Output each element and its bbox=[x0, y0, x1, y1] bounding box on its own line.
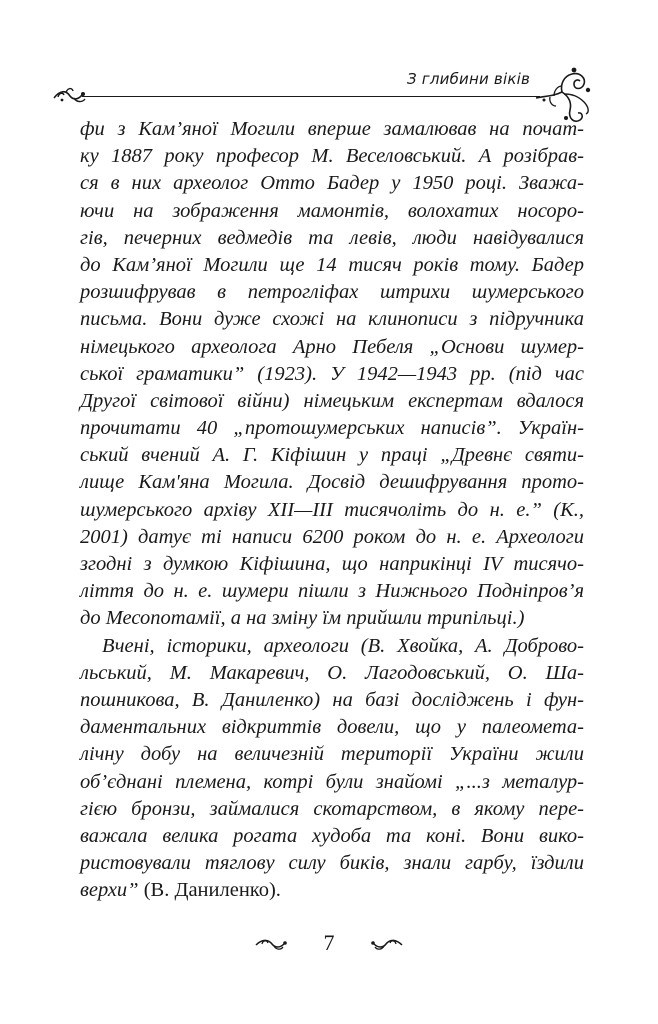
text-line: фи з Кам’яної Могили вперше замалював на почат- bbox=[80, 118, 584, 140]
text-line: Другої світової війни) німецьким експертам вдалося bbox=[80, 389, 584, 412]
text-line: згодні з думкою Кіфішина, що наприкінці IV тисячо- bbox=[80, 553, 584, 575]
text-line: лічну добу на величезній території України жили bbox=[80, 743, 584, 766]
text-line: важала велика рогата худоба та коні. Вони вико- bbox=[80, 824, 584, 847]
text-line: 2001) датує ті написи 6200 роком до н. е. Археологи bbox=[80, 525, 584, 548]
running-header-title: З глибини віків bbox=[407, 70, 530, 88]
text-line: об’єднані племена, котрі були знайомі „...з металур- bbox=[80, 770, 584, 793]
text-line: ючи на зображення мамонтів, волохатих носоро- bbox=[80, 199, 584, 222]
text-line: пошникова, В. Даниленко) на базі досліджень і фун- bbox=[80, 688, 584, 711]
text-line: німецького археолога Арно Пебеля „Основи шумер- bbox=[80, 335, 584, 358]
text-line: ристовували тяглову силу биків, знали гарбу, їздили bbox=[80, 852, 584, 875]
page-number: 7 bbox=[323, 930, 335, 955]
text-line: ку 1887 року професор М. Веселовський. А розібрав- bbox=[80, 145, 584, 168]
text-line: гів, печерних ведмедів та левів, люди навідувалися bbox=[80, 226, 584, 249]
text-line: даментальних відкриттів довели, що у палеомета- bbox=[80, 716, 584, 739]
text-line: ської граматики” (1923). У 1942—1943 рр. (під час bbox=[80, 362, 584, 385]
final-line-italic-text: верхи” bbox=[80, 879, 139, 902]
text-line: ліття до н. е. шумери пішли з Нижнього Подніпров’я bbox=[80, 580, 584, 603]
citation-attribution: (В. Даниленко). bbox=[138, 879, 281, 902]
text-line: ський вчений А. Г. Кіфішин у праці „Древнє святи- bbox=[80, 444, 584, 467]
text-line: ся в них археолог Отто Бадер у 1950 році. Зважа- bbox=[80, 172, 584, 195]
text-line: Вчені, історики, археологи (В. Хвойка, А. Доброво- bbox=[102, 634, 584, 657]
text-line: до Месопотамії, а на зміну їм прийшли трипільці.) bbox=[80, 607, 525, 630]
text-line: до Кам’яної Могили ще 14 тисяч років тому. Бадер bbox=[80, 253, 584, 276]
text-line: розшифрував в петрогліфах штрихи шумерського bbox=[80, 281, 584, 304]
floral-ornament-icon bbox=[52, 84, 90, 106]
text-line: письма. Вони дуже схожі на клинописи з підручника bbox=[80, 308, 584, 331]
right-floral-ornament-icon bbox=[370, 936, 404, 952]
text-line-final bbox=[80, 877, 584, 904]
text-line: льський, М. Макаревич, О. Лагодовський, О. Ша- bbox=[80, 661, 584, 684]
body-text bbox=[80, 116, 584, 904]
text-line: прочитати 40 „протошумерських написів”. Україн- bbox=[80, 417, 584, 440]
text-line: гією бронзи, займалися скотарством, в якому пере- bbox=[80, 797, 584, 820]
page-footer bbox=[254, 930, 404, 956]
text-line: шумерського архіву XII—III тисячоліть до н. е.” (К., bbox=[80, 498, 584, 521]
text-line: лище Кам'яна Могила. Досвід дешифрування прото- bbox=[80, 471, 584, 494]
header-divider-line bbox=[82, 96, 540, 97]
